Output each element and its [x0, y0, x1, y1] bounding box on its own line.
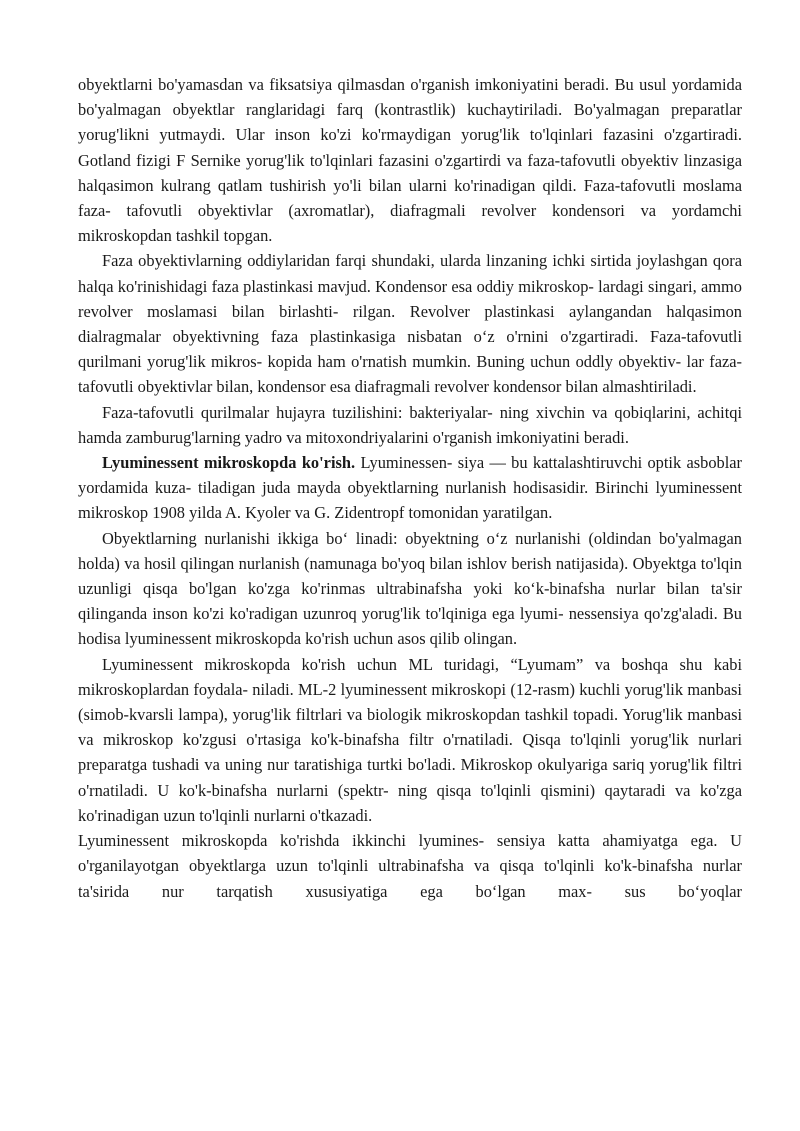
paragraph-luminescent-heading [78, 450, 742, 526]
paragraph-ml2-microscope [78, 652, 742, 828]
paragraph-text: Lyuminessent mikroskopda ko'rish uchun ML turidagi, “Lyumam” va boshqa shu kabi mikroskoplardan foydala- niladi. ML-2 lyuminessent mikroskopi (12-rasm) kuchli yorug'lik manbasi (simob-kvarsli lampa), yorug'lik filtrlari va biologik mikroskopdan tashkil topadi. Yorug'lik manbasi va mikroskop ko'zgusi o'rtasiga ko'k-binafsha filtr o'rnatiladi. Qisqa to'lqinli yorug'lik nurlari preparatga tushadi va uning nur taratishiga turtki bo'ladi. Mikroskop okulyariga sariq yorug'lik filtri o'rnatiladi. U ko'k-binafsha nurlarni (spektr- ning qisqa to'lqinli qismini) qaytaradi va ko'zga ko'rinadigan uzun to'lqinli nurlarni o'tkazadi. [78, 654, 742, 825]
document-page [78, 72, 742, 904]
paragraph-phase-contrast-intro [78, 72, 742, 248]
paragraph-luminescence-types [78, 526, 742, 652]
paragraph-text: Lyuminessen- siya — bu kattalashtiruvchi optik asboblar yordamida kuza- tiladigan juda mayda obyektlarning nurlanish hodisasidir. Birinchi lyuminessent mikroskop 1908 yilda A. Kyoler va G. Zidentropf tomonidan yaratilgan. [78, 453, 743, 523]
paragraph-text: Obyektlarning nurlanishi ikkiga bo‘ linadi: obyektning o‘z nurlanishi (oldindan bo'yalmagan holda) va hosil qilingan nurlanish (namunaga bo'yoq bilan ishlov berish natijasida). Obyektga to'lqin uzunligi qisqa bo'lgan ko'zga ko'rinmas ultrabinafsha yoki ko‘k-binafsha nurlar bilan ta'sir qilinganda inson ko'zi ko'radigan uzunroq yorug'lik to'lqiniga ega lyumi- nessensiya qo'zg'aladi. Bu hodisa lyuminessent mikroskopda ko'rish uchun asos qilib olingan. [78, 528, 742, 649]
paragraph-phase-applications [78, 400, 742, 450]
paragraph-secondary-luminescence [78, 828, 742, 904]
paragraph-text: Faza-tafovutli qurilmalar hujayra tuzilishini: bakteriyalar- ning xivchin va qobiqlarini, achitqi hamda zamburug'larning yadro va mitoxondriyalarini o'rganish imkoniyatini beradi. [78, 402, 742, 447]
section-heading: Lyuminessent mikroskopda ko'rish. [102, 453, 356, 473]
paragraph-phase-objectives [78, 248, 742, 399]
paragraph-text: obyektlarni bo'yamasdan va fiksatsiya qilmasdan o'rganish imkoniyatini beradi. Bu usul yordamida bo'yalmagan obyektlar ranglaridagi farq (kontrastlik) kuchaytiriladi. Bo'yalmagan preparatlar yorug'likni yutmaydi. Ular inson ko'zi ko'rmaydigan yorug'lik to'lqinlari fazasini o'zgartiradi. Gotland fizigi F Sernike yorug'lik to'lqinlari fazasini o'zgartirdi va faza-tafovutli obyektiv linzasiga halqasimon kulrang qatlam tushirish yo'li bilan ularni ko'rinadigan qildi. Faza-tafovutli moslama faza- tafovutli obyektivlar (axromatlar), diafragmali revolver kondensori va yordamchi mikroskopdan tashkil topgan. [78, 75, 742, 246]
paragraph-text: Faza obyektivlarning oddiylaridan farqi shundaki, ularda linzaning ichki sirtida joylashgan qora halqa ko'rinishidagi faza plastinkasi mavjud. Kondensor esa oddiy mikroskop- lardagi singari, ammo revolver moslamasi bilan birlashti- rilgan. Revolver plastinkasi aylangandan halqasimon dialragmalar obyektivning faza plastinkasiga nisbatan o‘z o'rnini o'zgartiradi. Faza-tafovutli qurilmani yorug'lik mikros- kopida ham o'rnatish mumkin. Buning uchun oddly obyektiv- lar faza-tafovutli obyektivlar bilan, kondensor esa diafragmali revolver kondensor bilan almashtiriladi. [78, 251, 742, 397]
paragraph-text: Lyuminessent mikroskopda ko'rishda ikkinchi lyumines- sensiya katta ahamiyatga ega. U o'rganilayotgan obyektlarga uzun to'lqinli ultrabinafsha va qisqa to'lqinli ko'k-binafsha nurlar ta'sirida nur tarqatish xususiyatiga ega bo‘lgan max- sus bo‘yoqlar [78, 831, 742, 901]
